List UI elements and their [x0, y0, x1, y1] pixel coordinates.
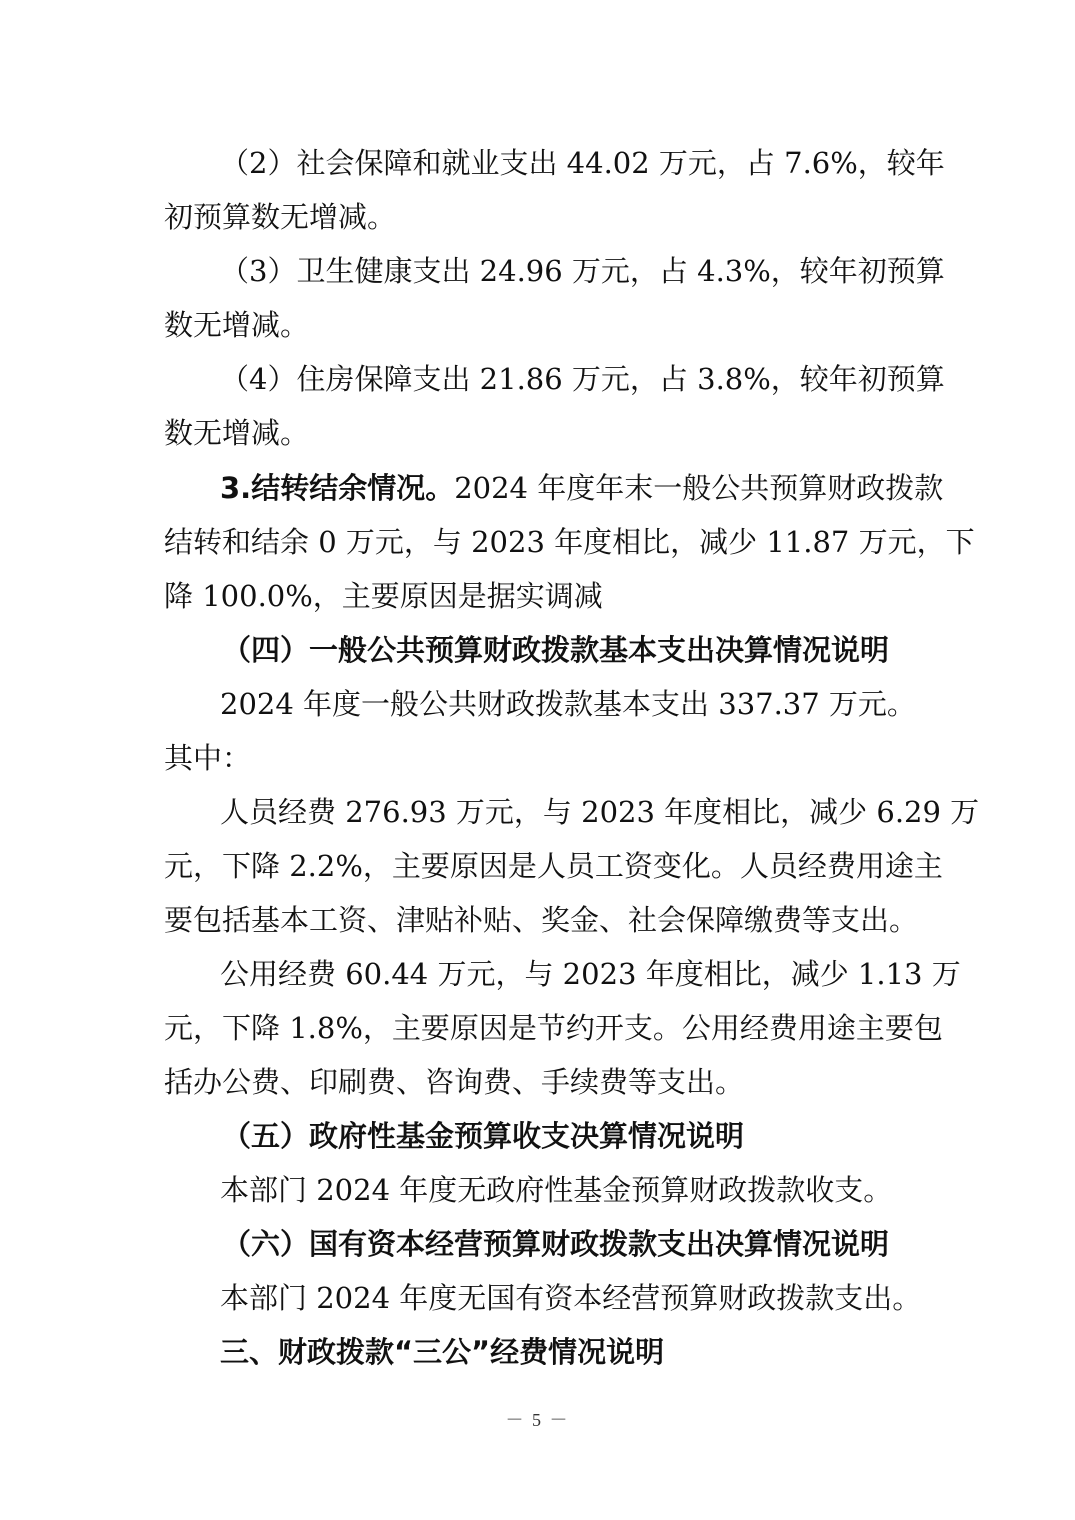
page-number: － 5 － — [505, 1410, 570, 1430]
paragraph-line: 结转和结余 0 万元，与 2023 年度相比，减少 11.87 万元，下 — [164, 525, 975, 559]
paragraph-line: 数无增减。 — [164, 416, 310, 450]
paragraph-line: 元，下降 1.8%，主要原因是节约开支。公用经费用途主要包 — [164, 1011, 943, 1045]
paragraph-line: 2024 年度一般公共财政拨款基本支出 337.37 万元。 — [220, 687, 916, 721]
paragraph-text: 2024 年度年末一般公共预算财政拨款 — [454, 471, 944, 505]
paragraph-line: （3）卫生健康支出 24.96 万元，占 4.3%，较年初预算 — [220, 254, 945, 288]
section-heading-6: （六）国有资本经营预算财政拨款支出决算情况说明 — [222, 1227, 890, 1261]
paragraph-line: 初预算数无增减。 — [164, 200, 397, 234]
paragraph-line-with-lead — [220, 468, 944, 508]
section-heading-5: （五）政府性基金预算收支决算情况说明 — [222, 1119, 745, 1153]
paragraph-line: 数无增减。 — [164, 308, 310, 342]
paragraph-line: 公用经费 60.44 万元，与 2023 年度相比，减少 1.13 万 — [220, 957, 961, 991]
paragraph-line: 本部门 2024 年度无国有资本经营预算财政拨款支出。 — [220, 1281, 922, 1315]
section-heading-4: （四）一般公共预算财政拨款基本支出决算情况说明 — [222, 633, 890, 667]
paragraph-line: （4）住房保障支出 21.86 万元，占 3.8%，较年初预算 — [220, 362, 945, 396]
paragraph-line: 降 100.0%，主要原因是据实调减 — [164, 579, 603, 613]
section-heading-3: 三、财政拨款“三公”经费情况说明 — [220, 1335, 665, 1369]
paragraph-line: 括办公费、印刷费、咨询费、手续费等支出。 — [164, 1065, 745, 1099]
paragraph-line: （2）社会保障和就业支出 44.02 万元，占 7.6%，较年 — [220, 146, 945, 180]
lead-label: 3.结转结余情况。 — [220, 471, 455, 505]
paragraph-line: 元，下降 2.2%，主要原因是人员工资变化。人员经费用途主 — [164, 849, 943, 883]
paragraph-line: 本部门 2024 年度无政府性基金预算财政拨款收支。 — [220, 1173, 893, 1207]
paragraph-line: 其中： — [164, 741, 252, 775]
paragraph-line: 要包括基本工资、津贴补贴、奖金、社会保障缴费等支出。 — [164, 903, 919, 937]
paragraph-line: 人员经费 276.93 万元，与 2023 年度相比，减少 6.29 万 — [220, 795, 980, 829]
